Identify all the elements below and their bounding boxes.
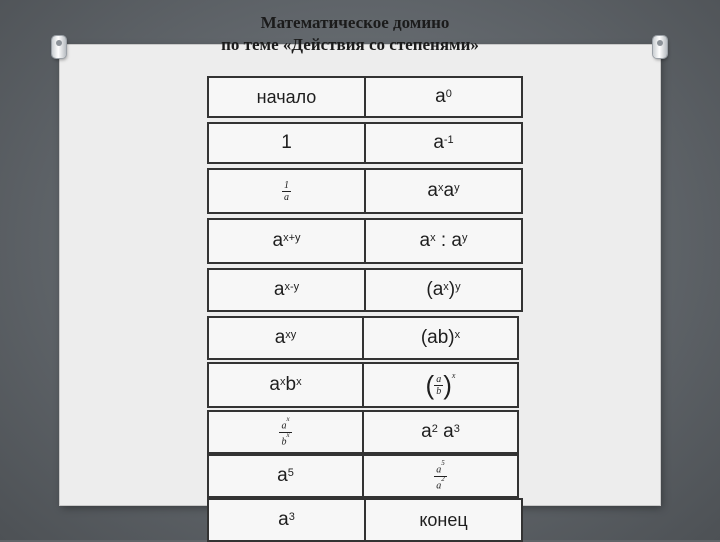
expr-base: a: [419, 230, 431, 251]
paren-close: ): [443, 369, 452, 400]
expr-base: b: [285, 374, 297, 395]
expr-exponent: x: [451, 370, 456, 380]
fraction-denominator: a: [284, 191, 289, 203]
expr-base: (ab): [420, 327, 455, 348]
tile-left: [209, 500, 364, 540]
expr-base: a: [421, 421, 432, 442]
expr-exponent: x: [280, 376, 286, 388]
expr-exponent: 5: [441, 459, 445, 468]
tile-right: [362, 364, 517, 406]
fraction: [434, 374, 443, 397]
domino-tile: [207, 218, 523, 264]
domino-tile: [207, 122, 523, 164]
tile-right: [364, 270, 521, 310]
expr-exponent: x-y: [284, 281, 300, 293]
tile-right: [364, 124, 521, 162]
expr-base: a: [427, 180, 438, 201]
tile-text: конец: [419, 509, 468, 530]
expr-exponent: y: [454, 182, 460, 194]
tile-left: [209, 220, 364, 262]
expr-exponent: x: [286, 430, 290, 439]
expr-base: a: [443, 421, 454, 442]
domino-tile: [207, 410, 519, 454]
domino-tile: [207, 362, 519, 408]
expr-exponent: 5: [287, 467, 294, 479]
expr-exponent: -1: [443, 134, 454, 146]
tile-right: [364, 500, 521, 540]
tile-left: [209, 124, 364, 162]
fraction-denominator: [436, 474, 445, 491]
title-line-2: по теме «Действия со степенями»: [221, 35, 479, 54]
expr-exponent: x: [438, 182, 444, 194]
domino-tile: [207, 76, 523, 118]
expr-exponent: 2: [441, 474, 445, 483]
expr-base: a: [273, 279, 285, 300]
expr-base: a: [281, 420, 287, 432]
tile-right: [364, 220, 521, 262]
tile-right: [364, 78, 521, 116]
fraction-denominator: [281, 430, 290, 447]
tile-text: 1: [281, 132, 292, 153]
fraction: [279, 417, 291, 447]
domino-tile: [207, 168, 523, 214]
expr-exponent: x+y: [283, 232, 301, 244]
expr-exponent: x: [454, 329, 461, 341]
expr-exponent: y: [455, 281, 461, 293]
tile-left: [209, 412, 362, 452]
expr-base: a: [277, 465, 288, 486]
expr-base: a: [443, 180, 455, 201]
expr-base: a: [278, 509, 289, 530]
expr-operator: : a: [440, 230, 462, 251]
expr-base: a: [269, 374, 280, 395]
tile-left: [209, 170, 364, 212]
expr-base: (a: [426, 279, 444, 300]
domino-tile: [207, 316, 519, 360]
expr-base: a: [436, 464, 442, 476]
tile-left: [209, 270, 364, 310]
fraction-numerator: 1: [284, 179, 289, 191]
expr-exponent: x: [296, 376, 302, 388]
expr-exponent: x: [443, 281, 449, 293]
expr-base: a: [436, 479, 442, 491]
tile-right: [362, 318, 517, 358]
page-title: [0, 12, 720, 56]
expr-base: a: [435, 86, 446, 107]
fraction-numerator: a: [436, 373, 442, 385]
expr-exponent: 2: [431, 423, 438, 435]
fraction: [282, 180, 291, 203]
expr-base: a: [272, 230, 284, 251]
tile-left: [209, 456, 362, 496]
tile-right: [362, 412, 517, 452]
fraction-denominator: b: [436, 385, 442, 397]
domino-tile: [207, 498, 523, 542]
tile-left: [209, 364, 362, 406]
expr-exponent: y: [461, 232, 468, 244]
tile-text: начало: [256, 86, 317, 107]
fraction: [434, 461, 447, 491]
tile-right: [364, 170, 521, 212]
tile-right: [362, 456, 517, 496]
paren-open: (: [425, 369, 435, 400]
expr-base: a: [433, 132, 444, 153]
expr-base: a: [274, 327, 286, 348]
tile-left: [209, 78, 364, 116]
title-line-1: Математическое домино: [260, 13, 450, 32]
expr-exponent: 3: [288, 511, 295, 523]
expr-exponent: 0: [445, 88, 452, 100]
domino-tile: [207, 454, 519, 498]
expr-exponent: xy: [285, 329, 297, 341]
expr-paren: ): [448, 279, 456, 300]
domino-tile: [207, 268, 523, 312]
tile-left: [209, 318, 362, 358]
expr-exponent: x: [430, 232, 436, 244]
expr-exponent: 3: [453, 423, 460, 435]
expr-exponent: x: [286, 415, 290, 424]
expr-base: b: [281, 435, 287, 447]
